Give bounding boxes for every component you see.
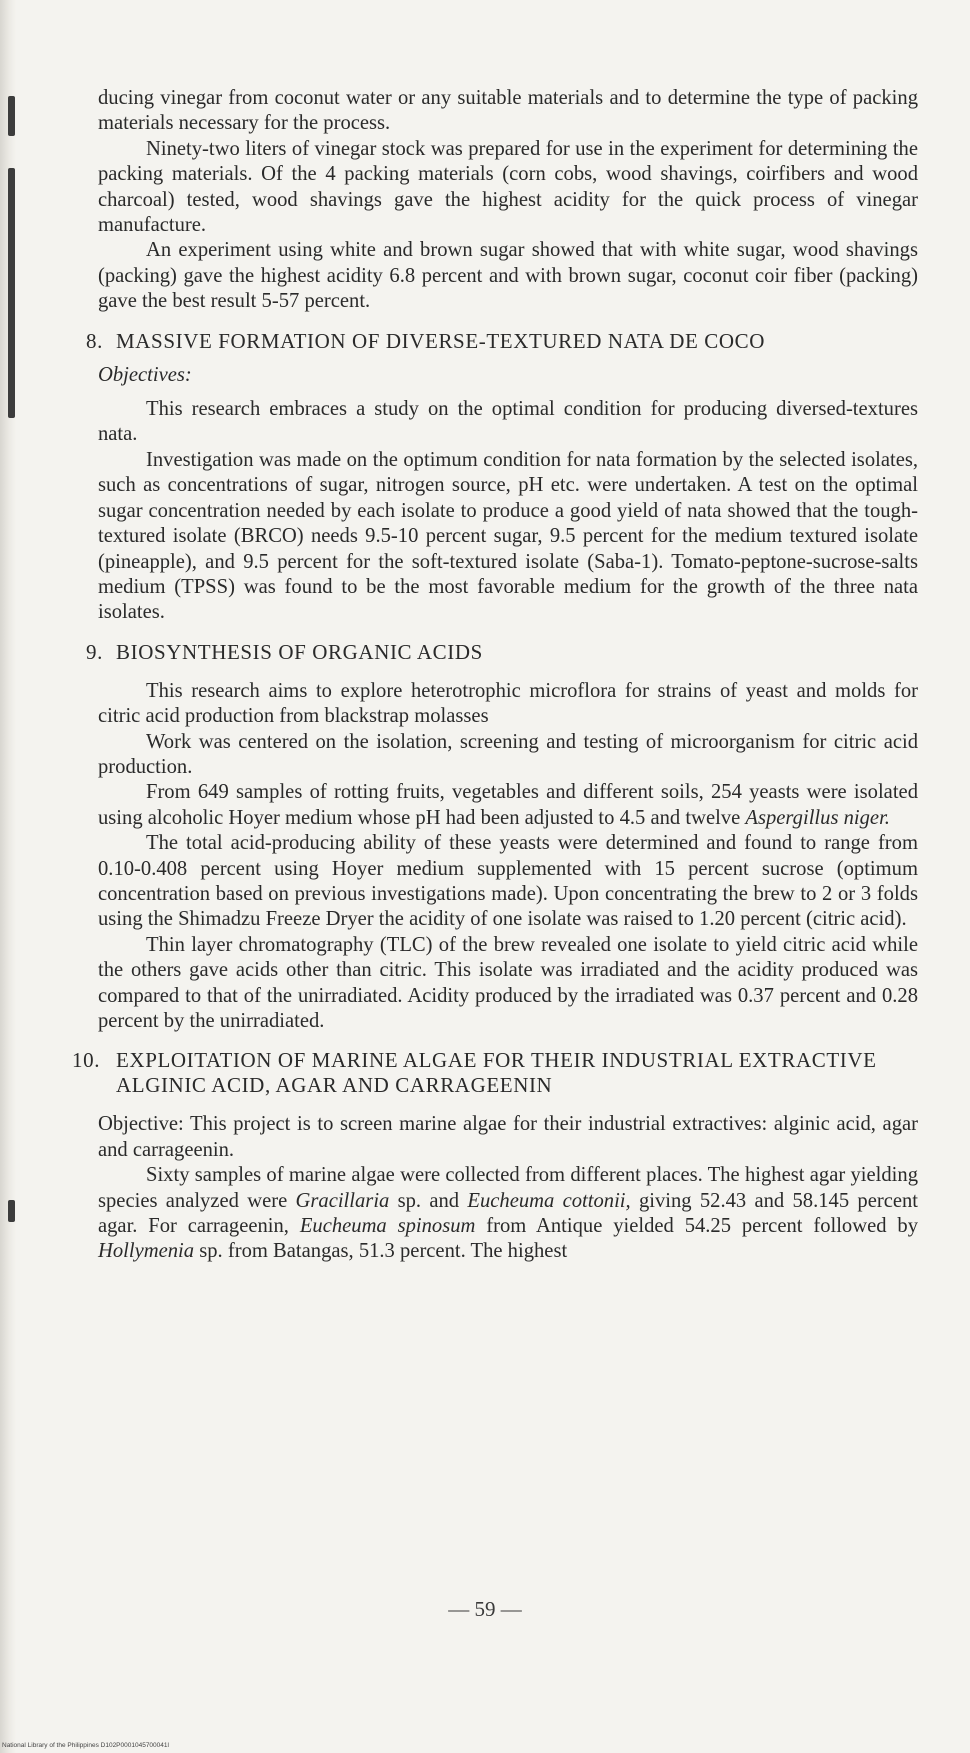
section-heading-8 xyxy=(86,328,918,354)
section-heading-10 xyxy=(72,1048,918,1098)
section8-paragraph-1: This research embraces a study on the optimal condition for producing diversed-textures nata. xyxy=(98,398,918,446)
section8-paragraph-2: Investigation was made on the optimum condition for nata formation by the selected isolates, such as concentrations of sugar, nitrogen source, pH etc. were undertaken. A test on the optimal sugar concentration needed by each isolate to produce a good yield of nata showed that the tough-textured isolate (BRCO) needs 9.5-10 percent sugar, 9.5 percent for the medium textured isolate (pineapple), and 9.5 percent for the soft-textured isolate (Saba-1). Tomato-peptone-sucrose-salts medium (TPSS) was found to be the most favorable medium for the growth of the three nata isolates. xyxy=(98,448,918,624)
binding-mark xyxy=(8,1200,15,1222)
section-number: 8. xyxy=(86,328,103,353)
section-number: 9. xyxy=(86,639,103,664)
binding-mark xyxy=(8,96,15,136)
document-page xyxy=(72,86,919,1265)
objectives-label: Objectives: xyxy=(98,363,192,386)
section10-paragraph-2: Sixty samples of marine algae were collected from different places. The highest agar yielding species analyzed were Gracillaria sp. and Eucheuma cottonii, giving 52.43 and 58.145 percent agar. For carrageenin, Eucheuma spinosum from Antique yielded 54.25 percent followed by Hollymenia sp. from Batangas, 51.3 percent. The highest xyxy=(98,1164,919,1263)
section9-paragraph-2: Work was centered on the isolation, screening and testing of microorganism for citric acid production. xyxy=(98,730,918,778)
intro-paragraph-1: ducing vinegar from coconut water or any suitable materials and to determine the type of packing materials necessary for the process. xyxy=(98,87,918,135)
intro-paragraph-3: An experiment using white and brown sugar showed that with white sugar, wood shavings (packing) gave the highest acidity 6.8 percent and with brown sugar, coconut coir fiber (packing) gave the best result 5-57 percent. xyxy=(98,239,918,313)
section9-paragraph-5: Thin layer chromatography (TLC) of the brew revealed one isolate to yield citric acid while the others gave acids other than citric. This isolate was irradiated and the acidity produced was compared to that of the unirradiated. Acidity produced by the irradiated was 0.37 percent and 0.28 percent by the unirradiated. xyxy=(98,933,918,1032)
section-number: 10. xyxy=(72,1048,101,1073)
section-title: BIOSYNTHESIS OF ORGANIC ACIDS xyxy=(116,639,483,664)
section9-paragraph-4: The total acid-producing ability of these yeasts were determined and found to range from 0.10-0.408 percent using Hoyer medium supplemented with 15 percent sucrose (optimum concentration based on previous investigations made). Upon concentrating the brew to 2 or 3 folds using the Shimadzu Freeze Dryer the acidity of one isolate was raised to 1.20 percent (citric acid). xyxy=(98,832,918,931)
section10-objective: Objective: This project is to screen marine algae for their industrial extractives: alginic acid, agar and carrageenin. xyxy=(98,1113,918,1161)
section-title: EXPLOITATION OF MARINE ALGAE FOR THEIR INDUSTRIAL EXTRACTIVE ALGINIC ACID, AGAR AND CARRAGEENIN xyxy=(116,1048,877,1098)
library-footer: National Library of the Philippines D102P0001045700041l xyxy=(2,1742,169,1749)
section9-paragraph-1: This research aims to explore heterotrophic microflora for strains of yeast and molds for citric acid production from blackstrap molasses xyxy=(98,679,918,728)
section-title: MASSIVE FORMATION OF DIVERSE-TEXTURED NATA DE COCO xyxy=(116,328,766,353)
section-heading-9 xyxy=(86,639,918,665)
binding-mark xyxy=(8,168,15,418)
section9-paragraph-3: From 649 samples of rotting fruits, vegetables and different soils, 254 yeasts were isolated using alcoholic Hoyer medium whose pH had been adjusted to 4.5 and twelve Aspergillus niger. xyxy=(98,781,918,829)
intro-paragraph-2: Ninety-two liters of vinegar stock was prepared for use in the experiment for determining the packing materials. Of the 4 packing materials (corn cobs, wood shavings, coirfibers and wood charcoal) tested, wood shavings gave the highest acidity for the quick process of vinegar manufacture. xyxy=(98,137,918,237)
page-number: — 59 — xyxy=(448,1597,522,1621)
